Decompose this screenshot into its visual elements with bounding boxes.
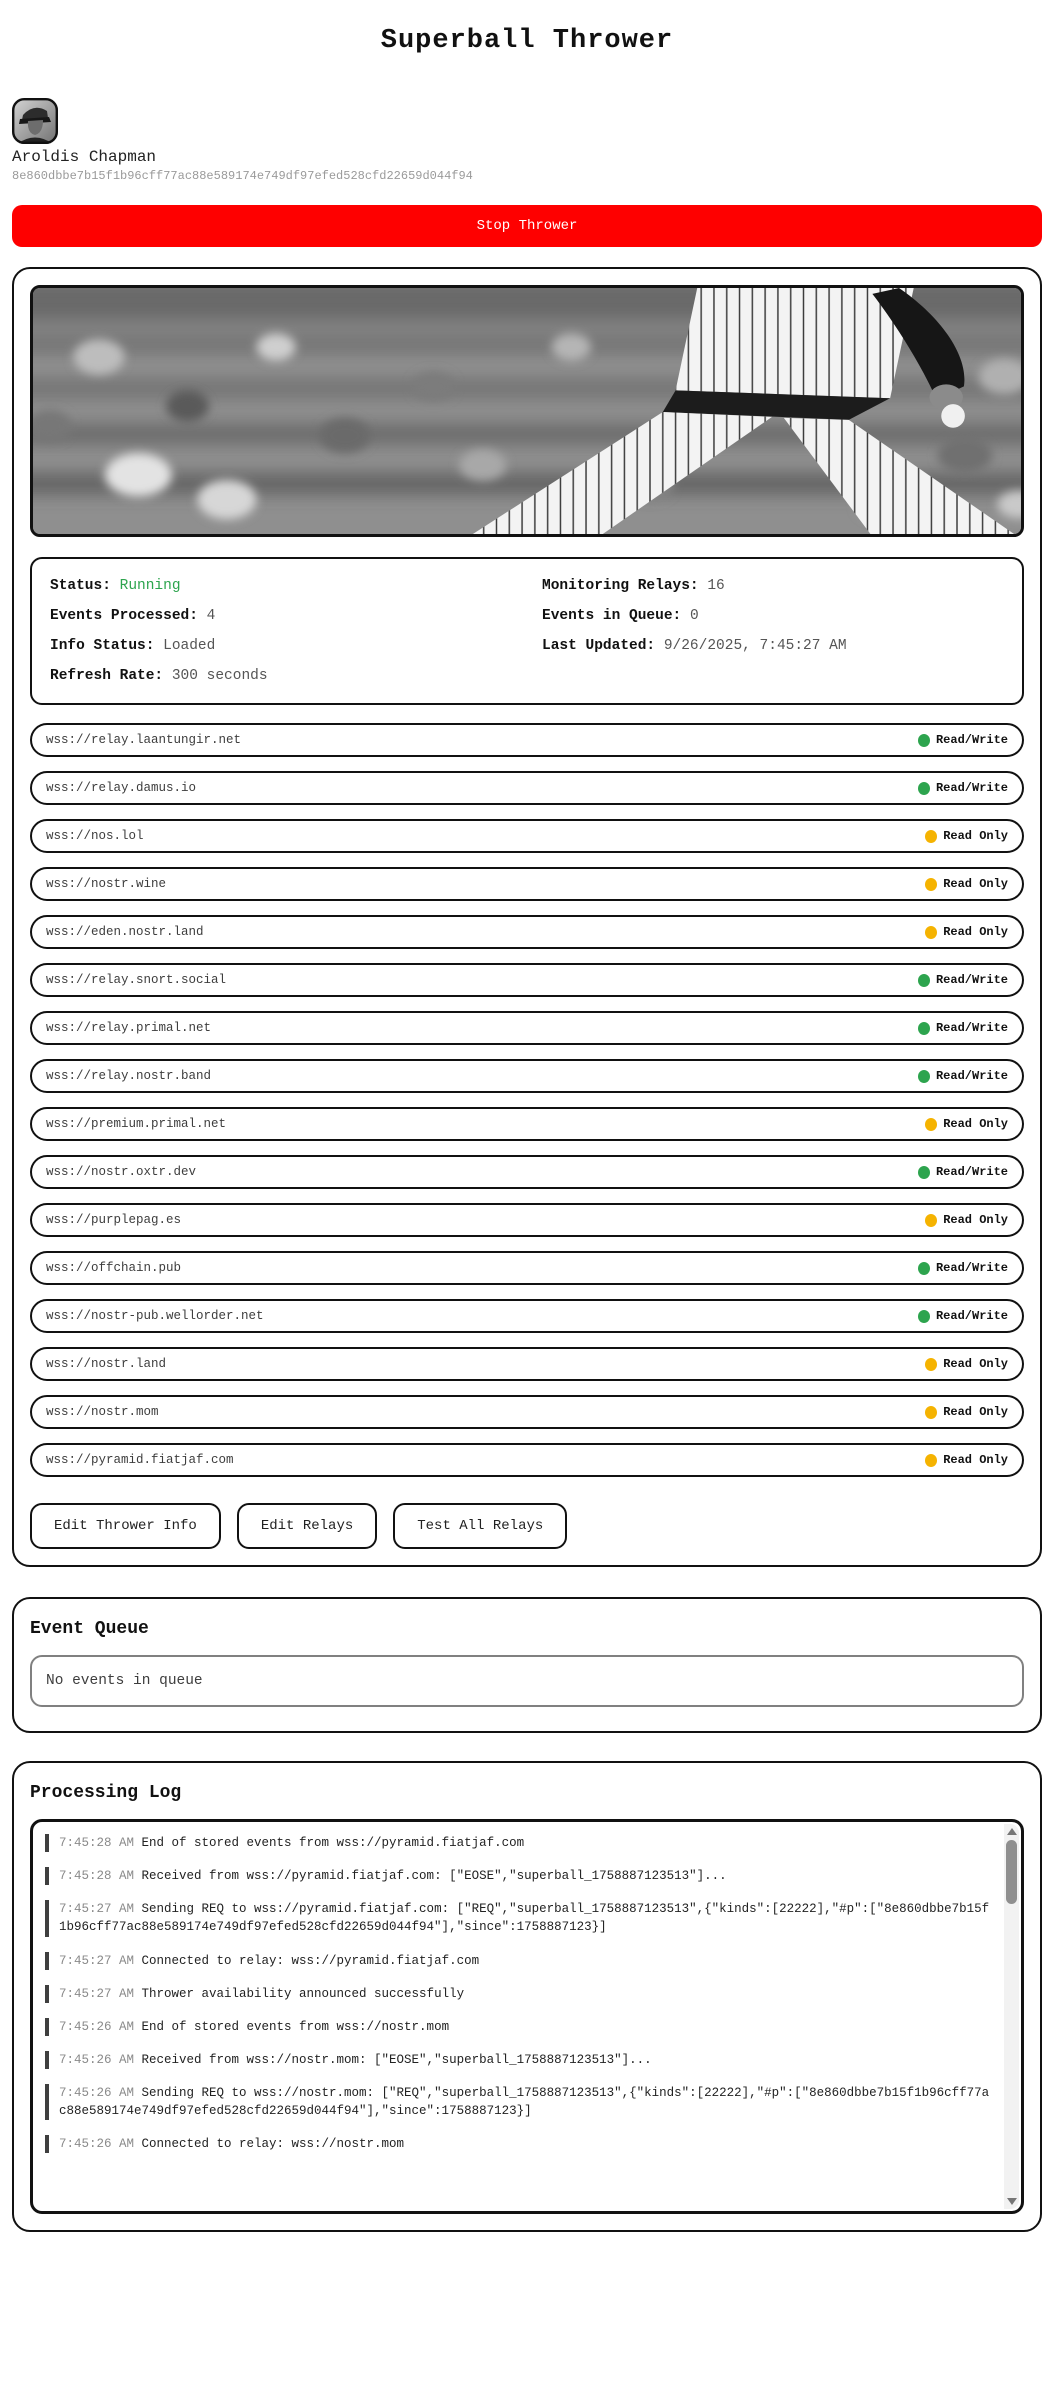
stop-thrower-button[interactable]: Stop Thrower	[12, 205, 1042, 247]
relay-url: wss://pyramid.fiatjaf.com	[46, 1453, 234, 1467]
log-entry	[45, 2018, 993, 2036]
status-value: 300 seconds	[171, 668, 268, 684]
log-entry	[45, 1834, 993, 1852]
relay-status-badge	[918, 733, 1008, 747]
relay-access-label: Read Only	[943, 1213, 1008, 1227]
log-message: Thrower availability announced successfully	[141, 1986, 465, 2001]
relay-status-badge	[918, 1021, 1008, 1035]
scroll-down-icon[interactable]	[1007, 2198, 1017, 2205]
event-queue-panel	[12, 1597, 1042, 1733]
relay-row[interactable]	[30, 1443, 1024, 1477]
relay-row[interactable]	[30, 963, 1024, 997]
relay-row[interactable]	[30, 1251, 1024, 1285]
status-value: 9/26/2025, 7:45:27 AM	[663, 638, 847, 654]
relay-row[interactable]	[30, 1347, 1024, 1381]
relay-status-badge	[918, 1069, 1008, 1083]
log-message: Connected to relay: wss://nostr.mom	[141, 2137, 405, 2152]
status-value: 16	[707, 578, 725, 594]
relay-row[interactable]	[30, 1107, 1024, 1141]
status-column-left	[50, 571, 512, 691]
relay-access-label: Read Only	[943, 877, 1008, 891]
status-label: Refresh Rate:	[50, 668, 172, 684]
relay-access-label: Read/Write	[935, 973, 1008, 987]
relay-access-label: Read Only	[943, 829, 1008, 843]
log-scrollbar[interactable]	[1004, 1824, 1019, 2209]
log-timestamp: 7:45:28 AM	[59, 1869, 142, 1884]
relay-url: wss://offchain.pub	[46, 1261, 182, 1275]
status-dot-icon	[925, 1406, 937, 1419]
status-value: Running	[119, 578, 181, 594]
status-label: Info Status:	[50, 638, 164, 654]
relay-url: wss://nostr.oxtr.dev	[46, 1165, 197, 1179]
log-timestamp: 7:45:26 AM	[59, 2137, 142, 2152]
status-dot-icon	[918, 1166, 930, 1179]
relay-url: wss://relay.laantungir.net	[46, 733, 242, 747]
relay-status-badge	[925, 829, 1008, 843]
relay-status-badge	[925, 877, 1008, 891]
status-row	[542, 631, 1004, 661]
dashboard-panel	[12, 267, 1042, 1567]
log-entry	[45, 1985, 993, 2003]
relay-row[interactable]	[30, 1011, 1024, 1045]
relay-url: wss://eden.nostr.land	[46, 925, 204, 939]
avatar-image-icon	[12, 98, 58, 144]
status-value: 4	[206, 608, 216, 624]
relay-row[interactable]	[30, 771, 1024, 805]
event-queue-heading: Event Queue	[30, 1619, 149, 1639]
log-timestamp: 7:45:27 AM	[59, 1986, 142, 2001]
log-message: Connected to relay: wss://pyramid.fiatjaf.com	[141, 1953, 480, 1968]
relay-access-label: Read/Write	[935, 733, 1008, 747]
status-dot-icon	[925, 1214, 937, 1227]
status-label: Last Updated:	[542, 638, 664, 654]
profile-pubkey: 8e860dbbe7b15f1b96cff77ac88e589174e749df97efed528cfd22659d044f94	[12, 169, 473, 183]
status-row	[50, 631, 512, 661]
relay-url: wss://relay.primal.net	[46, 1021, 212, 1035]
status-dot-icon	[918, 734, 930, 747]
status-label: Status:	[50, 578, 120, 594]
status-value: 0	[689, 608, 699, 624]
edit-thrower-info-button[interactable]: Edit Thrower Info	[30, 1503, 221, 1549]
status-dot-icon	[925, 926, 937, 939]
relay-access-label: Read Only	[943, 1453, 1008, 1467]
relay-url: wss://nostr.wine	[46, 877, 167, 891]
hero-image	[30, 285, 1024, 537]
relay-url: wss://relay.snort.social	[46, 973, 227, 987]
status-dot-icon	[918, 1070, 930, 1083]
relay-access-label: Read Only	[943, 1405, 1008, 1419]
status-dot-icon	[918, 782, 930, 795]
status-dot-icon	[925, 1118, 937, 1131]
status-row	[542, 571, 1004, 601]
relay-row[interactable]	[30, 1203, 1024, 1237]
status-row	[50, 661, 512, 691]
relay-access-label: Read/Write	[935, 1261, 1008, 1275]
relay-url: wss://nos.lol	[46, 829, 144, 843]
relay-status-badge	[918, 1165, 1008, 1179]
event-queue-empty: No events in queue	[30, 1655, 1024, 1707]
status-label: Events in Queue:	[542, 608, 690, 624]
log-message: Received from wss://pyramid.fiatjaf.com: ["EOSE","superball_1758887123513"]...	[141, 1869, 727, 1884]
status-label: Events Processed:	[50, 608, 207, 624]
log-entry	[45, 1867, 993, 1885]
scrollbar-thumb[interactable]	[1006, 1840, 1017, 1904]
relay-row[interactable]	[30, 1059, 1024, 1093]
relay-status-badge	[925, 1213, 1008, 1227]
relay-access-label: Read/Write	[935, 1021, 1008, 1035]
log-timestamp: 7:45:26 AM	[59, 2052, 142, 2067]
log-message: Sending REQ to wss://pyramid.fiatjaf.com: ["REQ","superball_1758887123513",{"kinds":[22222],"#p":["8e860dbbe7b15f1b96cff77ac88e589174e749df97efed528cfd22659d044f94"],"since":1758887123}]	[59, 1902, 990, 1935]
pitcher-photo-icon	[33, 288, 1021, 534]
status-label: Monitoring Relays:	[542, 578, 708, 594]
relay-status-badge	[925, 1405, 1008, 1419]
relay-row[interactable]	[30, 1299, 1024, 1333]
profile-name: Aroldis Chapman	[12, 148, 157, 166]
relay-url: wss://relay.damus.io	[46, 781, 197, 795]
relay-row[interactable]	[30, 915, 1024, 949]
log-entry	[45, 2084, 993, 2120]
edit-relays-button[interactable]: Edit Relays	[237, 1503, 377, 1549]
log-entry	[45, 2051, 993, 2069]
status-dot-icon	[918, 1262, 930, 1275]
log-message: End of stored events from wss://nostr.mom	[141, 2019, 450, 2034]
scroll-up-icon[interactable]	[1007, 1828, 1017, 1835]
status-dot-icon	[925, 878, 937, 891]
log-entry	[45, 1900, 993, 1936]
processing-log-heading: Processing Log	[30, 1783, 182, 1803]
processing-log-panel	[12, 1761, 1042, 2232]
profile-block	[12, 98, 1042, 183]
log-timestamp: 7:45:27 AM	[59, 1953, 142, 1968]
log-timestamp: 7:45:26 AM	[59, 2019, 142, 2034]
log-entries	[45, 1834, 993, 2199]
status-panel	[30, 557, 1024, 705]
relay-row[interactable]	[30, 819, 1024, 853]
relay-url: wss://premium.primal.net	[46, 1117, 227, 1131]
relay-status-badge	[918, 1261, 1008, 1275]
relay-status-badge	[925, 1453, 1008, 1467]
relay-access-label: Read/Write	[935, 781, 1008, 795]
status-row	[50, 601, 512, 631]
status-row	[50, 571, 512, 601]
relay-url: wss://nostr-pub.wellorder.net	[46, 1309, 264, 1323]
status-dot-icon	[918, 1022, 930, 1035]
page-title: Superball Thrower	[380, 26, 674, 56]
avatar[interactable]	[12, 98, 1042, 144]
status-dot-icon	[925, 1454, 937, 1467]
relay-row[interactable]	[30, 723, 1024, 757]
log-message: End of stored events from wss://pyramid.fiatjaf.com	[141, 1836, 525, 1850]
log-timestamp: 7:45:27 AM	[59, 1902, 142, 1917]
status-column-right	[542, 571, 1004, 691]
relay-access-label: Read/Write	[935, 1069, 1008, 1083]
relay-row[interactable]	[30, 1155, 1024, 1189]
relay-row[interactable]	[30, 867, 1024, 901]
relay-status-badge	[918, 1309, 1008, 1323]
log-message: Sending REQ to wss://nostr.mom: ["REQ","superball_1758887123513",{"kinds":[22222],"#p":["8e860dbbe7b15f1b96cff77ac88e589174e749df97efed528cfd22659d044f94"],"since":1758887123}]	[59, 2086, 990, 2119]
relay-access-label: Read Only	[943, 1357, 1008, 1371]
log-entry	[45, 2135, 993, 2153]
log-timestamp: 7:45:26 AM	[59, 2086, 142, 2100]
relay-access-label: Read/Write	[935, 1309, 1008, 1323]
relay-access-label: Read Only	[943, 1117, 1008, 1131]
status-dot-icon	[918, 1310, 930, 1323]
relay-actions-row	[30, 1503, 1024, 1549]
log-message: Received from wss://nostr.mom: ["EOSE","superball_1758887123513"]...	[141, 2052, 652, 2067]
relay-status-badge	[918, 973, 1008, 987]
relay-status-badge	[925, 1357, 1008, 1371]
relay-row[interactable]	[30, 1395, 1024, 1429]
status-dot-icon	[918, 974, 930, 987]
log-entry	[45, 1952, 993, 1970]
relay-access-label: Read Only	[943, 925, 1008, 939]
relay-url: wss://nostr.land	[46, 1357, 167, 1371]
status-dot-icon	[925, 830, 937, 843]
relay-url: wss://nostr.mom	[46, 1405, 159, 1419]
relay-status-badge	[925, 1117, 1008, 1131]
relay-list	[30, 723, 1024, 1477]
relay-status-badge	[925, 925, 1008, 939]
status-value: Loaded	[163, 638, 216, 654]
test-all-relays-button[interactable]: Test All Relays	[393, 1503, 567, 1549]
relay-access-label: Read/Write	[935, 1165, 1008, 1179]
relay-url: wss://purplepag.es	[46, 1213, 182, 1227]
relay-url: wss://relay.nostr.band	[46, 1069, 212, 1083]
relay-status-badge	[918, 781, 1008, 795]
status-dot-icon	[925, 1358, 937, 1371]
log-timestamp: 7:45:28 AM	[59, 1836, 142, 1850]
status-row	[542, 601, 1004, 631]
processing-log-box	[30, 1819, 1024, 2214]
